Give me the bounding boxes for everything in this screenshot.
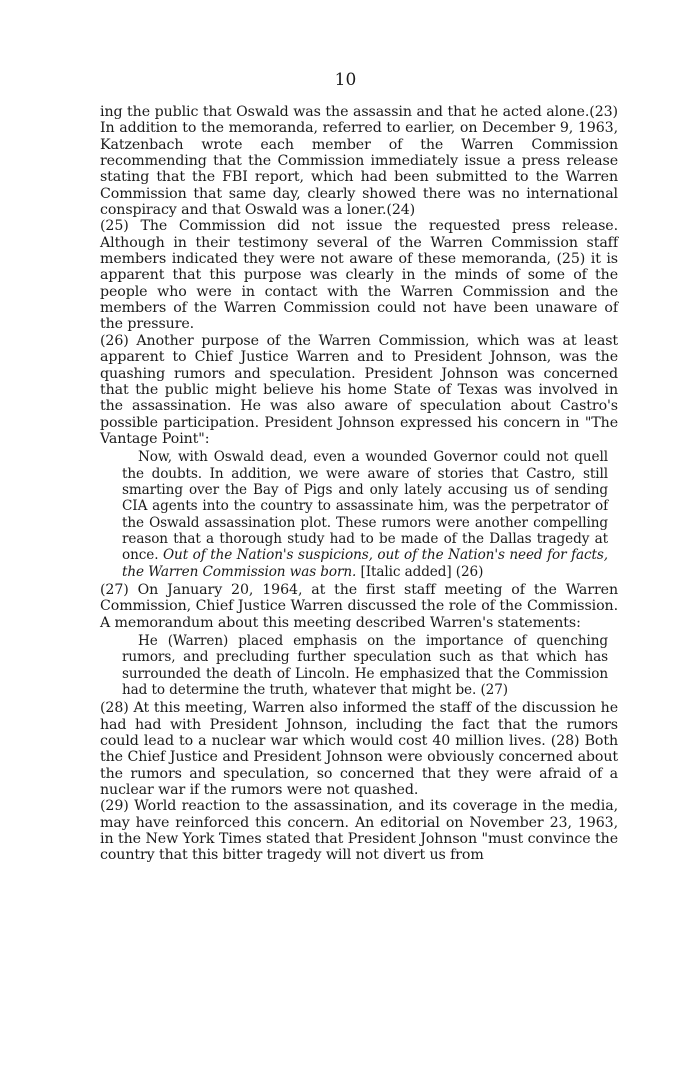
body-text: [100, 104, 618, 864]
quote-text: Now, with Oswald dead, even a wounded Governor could not quell the doubts. In addition, we were aware of stories that Castro, still smarting over the Bay of Pigs and only lately accusing us of sending CIA agents into the country to assassinate him, was the perpetrator of the Oswald assassination plot. These rumors were another compelling reason that a thorough study had to be made of the Dallas tragedy at once.: [122, 449, 608, 564]
paragraph-28: (28) At this meeting, Warren also informed the staff of the discussion he had had with President Johnson, including the fact that the rumors could lead to a nuclear war which would cost 40 million lives. (28) Both the Chief Justice and President Johnson were obviously concerned about the rumors and speculation, so concerned that they were afraid of a nuclear war if the rumors were not quashed.: [100, 700, 618, 799]
page-number: 10: [334, 70, 357, 90]
paragraph-continuation: ing the public that Oswald was the assassin and that he acted alone.(23) In addition to the memoranda, referred to earlier, on December 9, 1963, Katzenbach wrote each member of the Warren Commission recommending that the Commission immediately issue a press release stating that the FBI report, which had been submitted to the Warren Commission that same day, clearly showed there was no international conspiracy and that Oswald was a loner.(24): [100, 104, 618, 219]
quote-citation: [Italic added] (26): [360, 563, 484, 580]
quote-italic-text: Out of the Nation's suspicions, out of the Nation's need for facts, the Warren Commission was born.: [122, 547, 608, 580]
block-quote-memorandum: [122, 633, 608, 698]
quote-memorandum-text: He (Warren) placed emphasis on the importance of quenching rumors, and precluding further speculation such as that which has surrounded the death of Lincoln. He emphasized that the Commission had to determine the truth, whatever that might be. (27): [122, 633, 608, 699]
block-quote-vantage-point: [122, 449, 608, 580]
paragraph-25: (25) The Commission did not issue the requested press release. Although in their testimony several of the Warren Commission staff members indicated they were not aware of these memoranda, (25) it is apparent that this purpose was clearly in the minds of some of the people who were in contact with the Warren Commission and the members of the Warren Commission could not have been unaware of the pressure.: [100, 218, 618, 333]
paragraph-29: (29) World reaction to the assassination, and its coverage in the media, may have reinforced this concern. An editorial on November 23, 1963, in the New York Times stated that President Johnson "must convince the country that this bitter tragedy will not divert us from: [100, 798, 618, 864]
paragraph-27: (27) On January 20, 1964, at the first staff meeting of the Warren Commission, Chief Justice Warren discussed the role of the Commission. A memorandum about this meeting described Warren's statements:: [100, 581, 618, 631]
paragraph-26: (26) Another purpose of the Warren Commission, which was at least apparent to Chief Justice Warren and to President Johnson, was the quashing rumors and speculation. President Johnson was concerned that the public might believe his home State of Texas was involved in the assassination. He was also aware of speculation about Castro's possible participation. President Johnson expressed his concern in "The Vantage Point":: [100, 332, 618, 447]
